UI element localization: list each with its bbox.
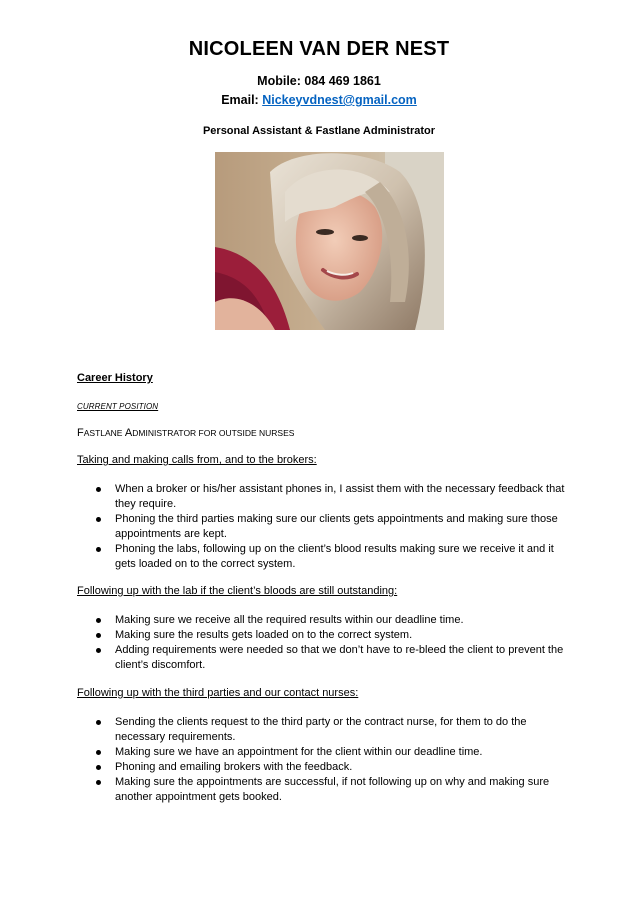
section-heading-calls: Taking and making calls from, and to the brokers:: [77, 454, 317, 466]
list-item-text: When a broker or his/her assistant phones in, I assist them with the necessary feedback that they require.: [115, 483, 565, 510]
profile-photo: [215, 152, 444, 330]
list-item-text: Making sure the appointments are successful, if not following up on why and making sure another appointment gets booked.: [115, 776, 550, 803]
list-item-text: Sending the clients request to the third party or the contract nurse, for them to do the necessary requirements.: [115, 716, 527, 743]
section-heading-lab: Following up with the lab if the client’s bloods are still outstanding:: [77, 585, 398, 597]
list-item: [77, 715, 567, 745]
section-heading-third-parties: Following up with the third parties and our contact nurses:: [77, 687, 359, 699]
list-item-text: Adding requirements were needed so that we don’t have to re-bleed the client to prevent the client’s discomfort.: [115, 644, 564, 671]
job-title-part-1: ASTLANE: [83, 428, 123, 438]
list-item-text: Phoning the third parties making sure our clients gets appointments and making sure those appointments are kept.: [115, 513, 558, 540]
list-item-text: Making sure the results gets loaded on to the correct system.: [115, 629, 413, 641]
candidate-name: NICOLEEN VAN DER NEST: [188, 38, 450, 60]
list-item-text: Making sure we have an appointment for the client within our deadline time.: [115, 746, 483, 758]
section-list-lab: [77, 613, 567, 673]
bullet-icon: [96, 648, 101, 653]
list-item: [77, 613, 567, 628]
list-item-text: Phoning and emailing brokers with the feedback.: [115, 761, 353, 773]
section-list-third-parties: [77, 715, 567, 805]
email-label: Email:: [221, 93, 263, 107]
list-item: [77, 745, 567, 760]
list-item: [77, 643, 567, 673]
bullet-icon: [96, 780, 101, 785]
job-title-initial-1: F: [77, 427, 84, 439]
bullet-icon: [96, 618, 101, 623]
job-title: [77, 426, 567, 441]
list-item-text: Making sure we receive all the required results within our deadline time.: [115, 614, 464, 626]
list-item: [77, 628, 567, 643]
role-title: Personal Assistant & Fastlane Administrator: [202, 125, 436, 137]
email-line: [0, 93, 638, 107]
list-item: [77, 775, 567, 805]
bullet-icon: [96, 765, 101, 770]
career-history-heading: Career History: [77, 372, 153, 384]
list-item-text: Phoning the labs, following up on the client’s blood results making sure we receive it and it gets loaded on to the correct system.: [115, 543, 554, 570]
bullet-icon: [96, 487, 101, 492]
mobile-number: 084 469 1861: [304, 74, 381, 88]
job-title-initial-2: A: [122, 427, 133, 439]
section-list-calls: [77, 482, 567, 572]
bullet-icon: [96, 547, 101, 552]
mobile-line: [0, 74, 638, 88]
bullet-icon: [96, 633, 101, 638]
list-item: [77, 512, 567, 542]
current-position-label: CURRENT POSITION: [77, 402, 159, 411]
list-item: [77, 542, 567, 572]
job-title-part-2: DMINISTRATOR FOR OUTSIDE NURSES: [132, 428, 295, 438]
mobile-label: Mobile:: [257, 74, 305, 88]
bullet-icon: [96, 720, 101, 725]
list-item: [77, 482, 567, 512]
list-item: [77, 760, 567, 775]
bullet-icon: [96, 750, 101, 755]
bullet-icon: [96, 517, 101, 522]
email-link[interactable]: Nickeyvdnest@gmail.com: [262, 93, 417, 107]
